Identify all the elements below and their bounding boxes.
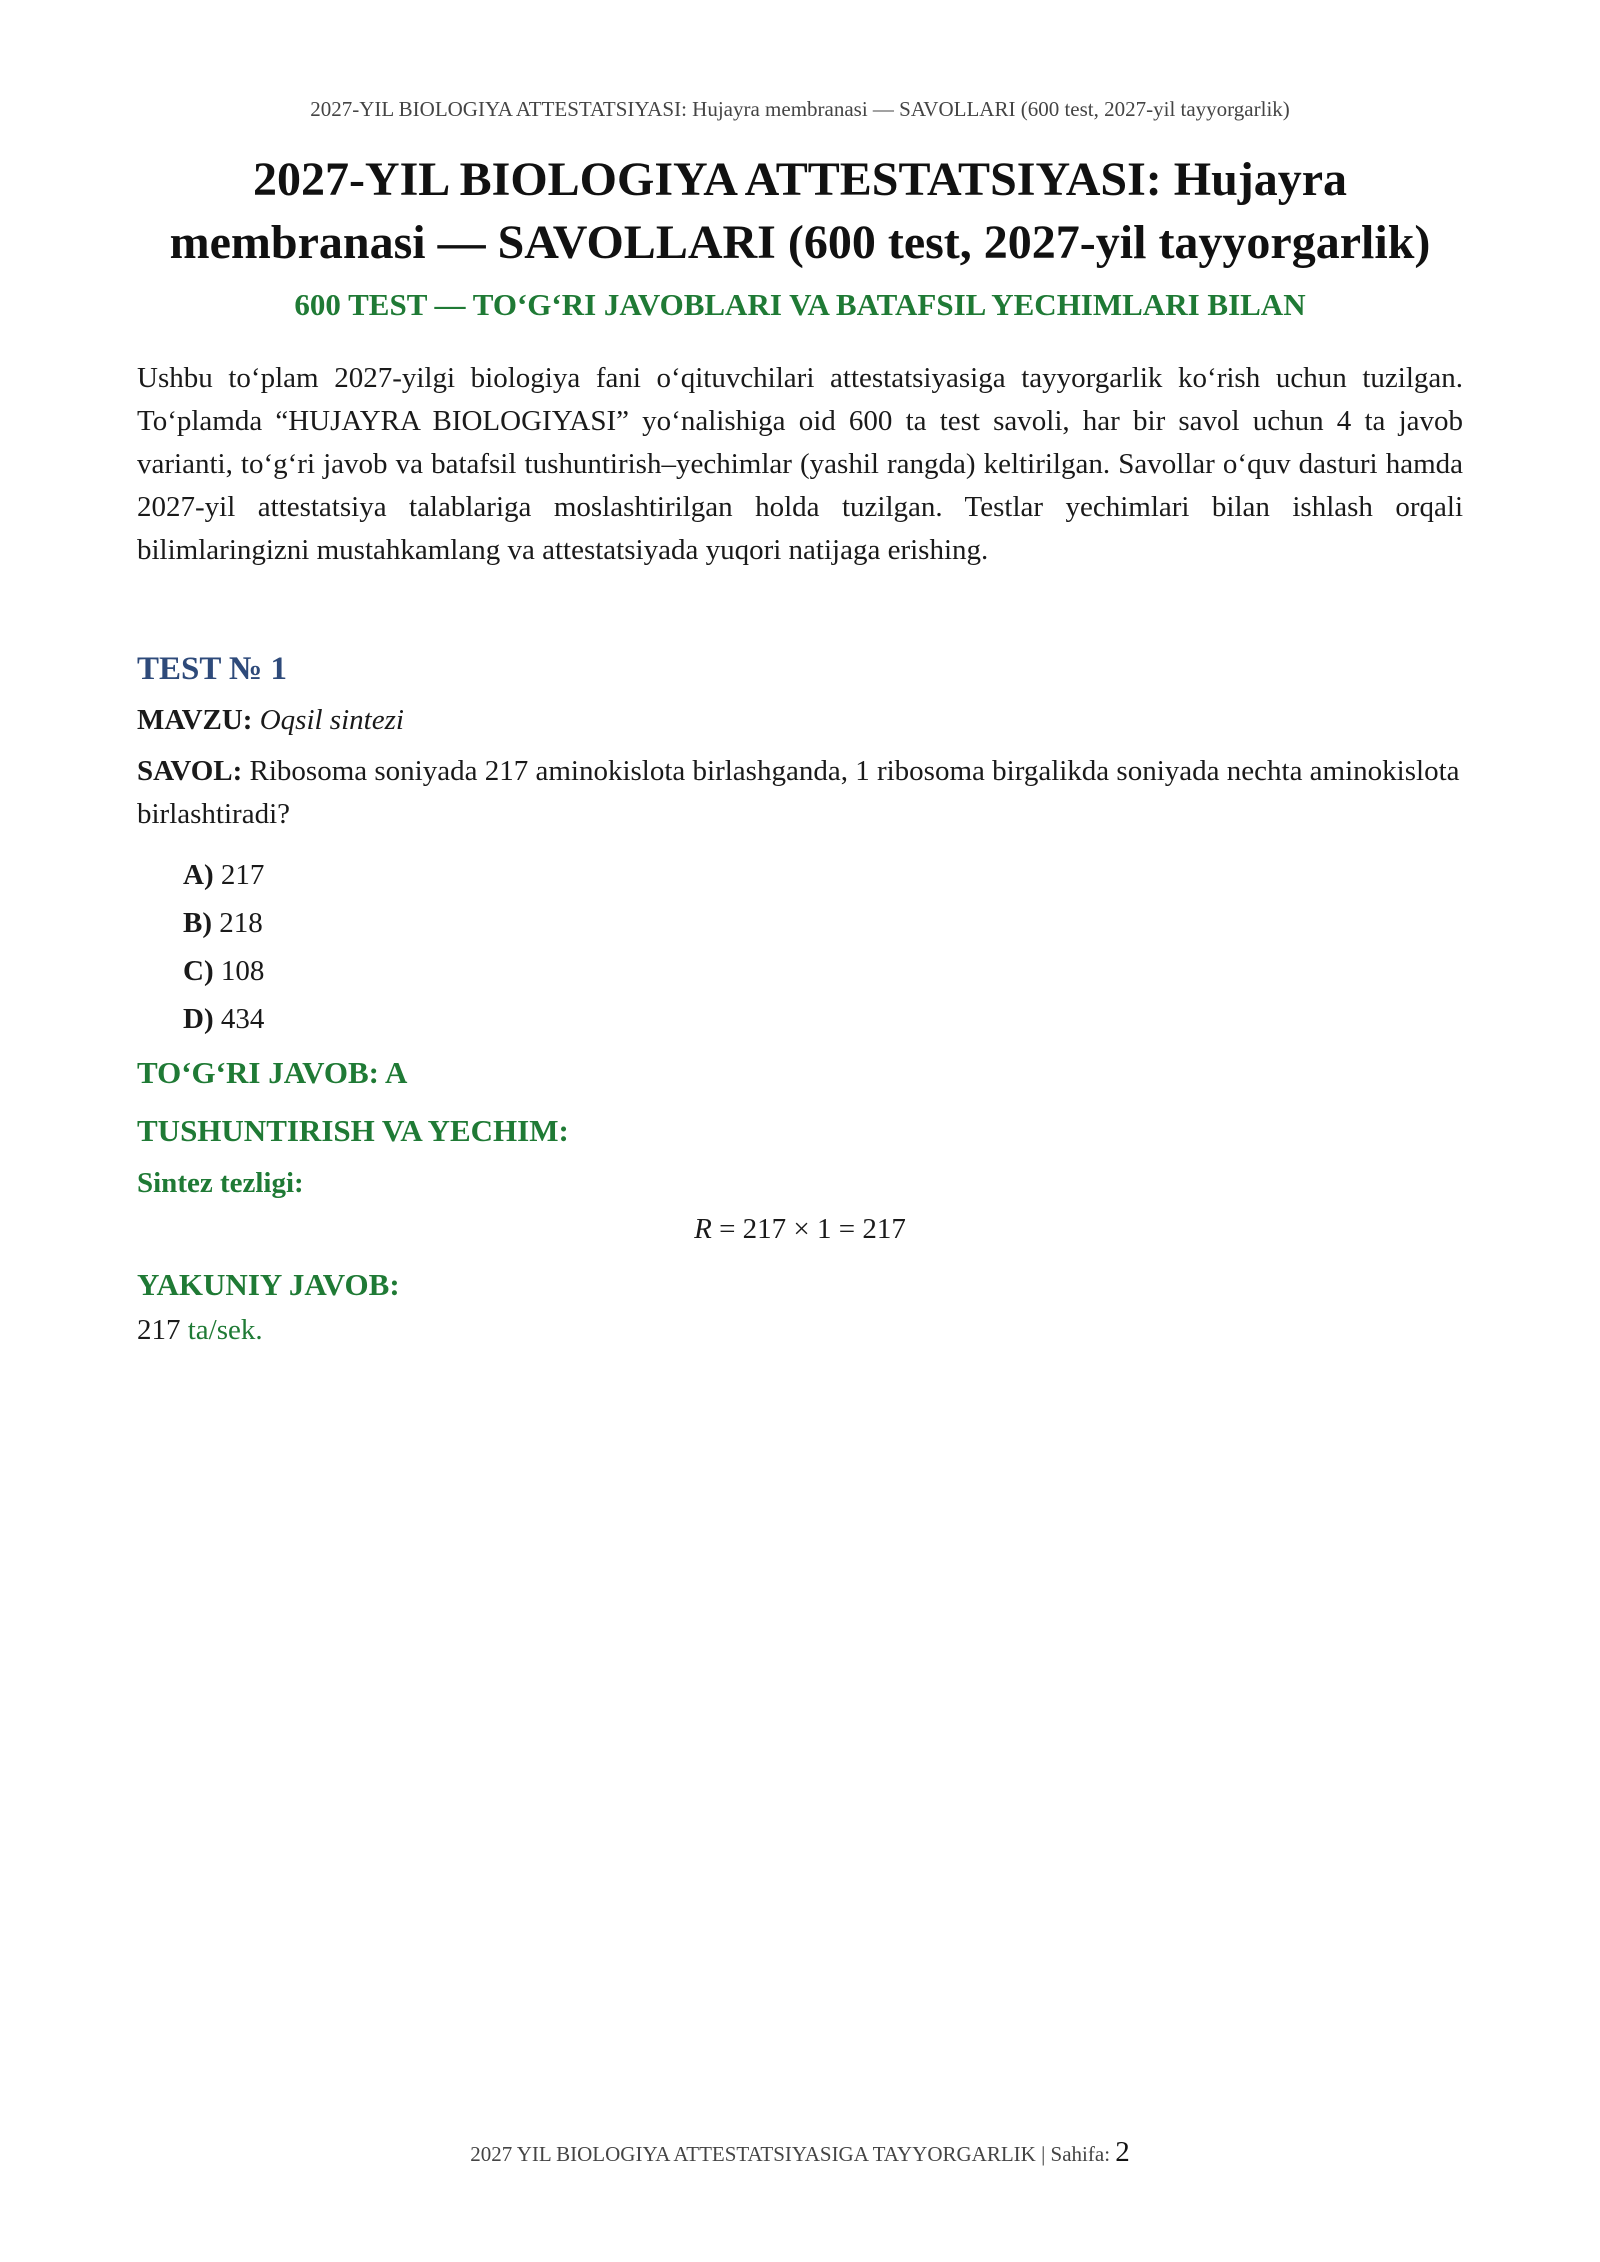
option-c [183, 947, 264, 995]
option-b [183, 899, 264, 947]
title-line-1: 2027-YIL BIOLOGIYA ATTESTATSIYASI: Hujayra [252, 153, 1348, 206]
page-number: 2 [1115, 2136, 1130, 2168]
page-title [120, 148, 1480, 274]
option-d [183, 995, 264, 1043]
question-text: Ribosoma soniyada 217 aminokislota birlashganda, 1 ribosoma birgalikda soniyada nechta aminokislota birlashtiradi? [137, 755, 1460, 830]
footer-page-label: Sahifa: [1050, 2142, 1111, 2166]
question-label: SAVOL: [137, 755, 243, 787]
option-letter: C) [183, 955, 214, 987]
topic-line [137, 704, 404, 737]
footer-text: 2027 YIL BIOLOGIYA ATTESTATSIYASIGA TAYYORGARLIK [470, 2142, 1036, 2166]
option-text: 217 [220, 859, 265, 891]
page-footer [0, 2136, 1600, 2169]
topic-value: Oqsil sintezi [259, 704, 404, 736]
option-text: 218 [219, 907, 263, 939]
final-answer-heading: YAKUNIY JAVOB: [137, 1267, 400, 1302]
topic-label: MAVZU: [137, 704, 253, 736]
test-heading: TEST № 1 [137, 651, 287, 687]
option-letter: D) [183, 1003, 214, 1035]
option-text: 434 [220, 1003, 265, 1035]
explanation-heading: TUSHUNTIRISH VA YECHIM: [137, 1113, 569, 1148]
page-subtitle: 600 TEST — TO‘G‘RI JAVOBLARI VA BATAFSIL YECHIMLARI BILAN [294, 287, 1306, 322]
option-letter: A) [183, 859, 214, 891]
formula [0, 1213, 1600, 1246]
option-text: 108 [220, 955, 265, 987]
final-answer-value: 217 [137, 1314, 181, 1346]
final-answer [137, 1314, 263, 1347]
formula-expression: = 217 × 1 = 217 [711, 1213, 906, 1245]
answer-options [183, 851, 264, 1043]
running-header: 2027-YIL BIOLOGIYA ATTESTATSIYASI: Hujayra membranasi — SAVOLLARI (600 test, 2027-yil tayyorgarlik) [310, 97, 1290, 121]
intro-paragraph: Ushbu to‘plam 2027-yilgi biologiya fani o‘qituvchilari attestatsiyasiga tayyorgarlik ko‘rish uchun tuzilgan. To‘plamda “HUJAYRA BIOLOGIYASI” yo‘nalishiga oid 600 ta test savoli, har bir savol uchun 4 ta javob varianti, to‘g‘ri javob va batafsil tushuntirish–yechimlar (yashil rangda) keltirilgan. Savollar o‘quv dasturi hamda 2027-yil attestatsiya talablariga moslashtirilgan holda tuzilgan. Testlar yechimlari bilan ishlash orqali bilimlaringizni mustahkamlang va attestatsiyada yuqori natijaga erishing. [137, 362, 1463, 566]
formula-variable: R [694, 1213, 712, 1245]
question [137, 750, 1463, 836]
final-answer-unit: ta/sek. [187, 1314, 263, 1346]
option-a [183, 851, 264, 899]
title-line-2: membranasi — SAVOLLARI (600 test, 2027-yil tayyorgarlik) [169, 216, 1431, 269]
correct-answer: TO‘G‘RI JAVOB: A [137, 1055, 408, 1090]
rate-heading: Sintez tezligi: [137, 1167, 304, 1199]
footer-separator: | [1041, 2142, 1046, 2166]
option-letter: B) [183, 907, 212, 939]
